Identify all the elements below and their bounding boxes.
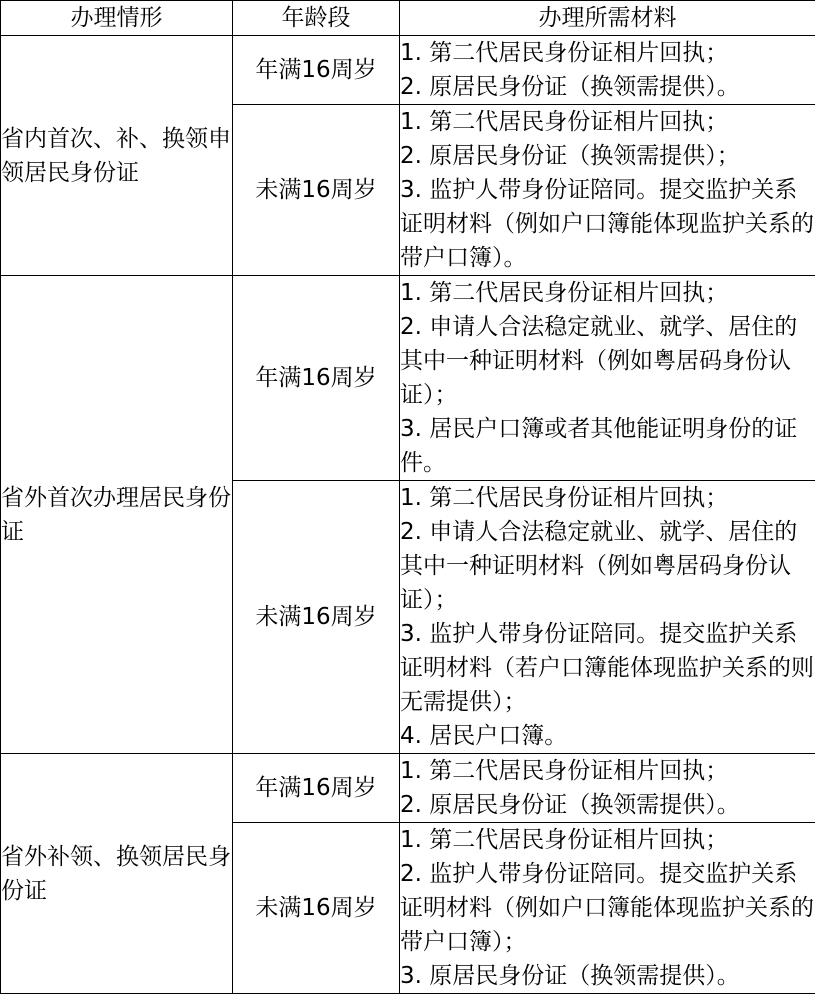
material-item: 2. 监护人带身份证陪同。提交监护关系证明材料（例如户口簿能体现监护关系的带户口簿）；: [400, 861, 814, 955]
age-cell: 未满16周岁: [233, 823, 400, 994]
material-item: 1. 第二代居民身份证相片回执；: [400, 827, 729, 853]
header-age: 年龄段: [233, 1, 400, 36]
age-cell: 年满16周岁: [233, 36, 400, 105]
materials-cell: [400, 276, 815, 481]
material-item: 2. 申请人合法稳定就业、就学、居住的其中一种证明材料（例如粤居码身份认证）；: [400, 314, 798, 408]
material-item: 1. 第二代居民身份证相片回执；: [400, 280, 729, 306]
material-item: 2. 原居民身份证（换领需提供）；: [400, 143, 740, 169]
situation-cell: 省内首次、补、换领申领居民身份证: [1, 36, 233, 276]
table-row: [1, 754, 815, 823]
materials-cell: [400, 754, 815, 823]
material-item: 2. 申请人合法稳定就业、就学、居住的其中一种证明材料（例如粤居码身份认证）；: [400, 519, 798, 613]
header-situation: 办理情形: [1, 1, 233, 36]
material-item: 1. 第二代居民身份证相片回执；: [400, 485, 729, 511]
material-item: 3. 监护人带身份证陪同。提交监护关系证明材料（例如户口簿能体现监护关系的带户口簿）。: [400, 177, 814, 271]
material-item: 1. 第二代居民身份证相片回执；: [400, 109, 729, 135]
materials-cell: [400, 481, 815, 754]
situation-cell: 省外补领、换领居民身份证: [1, 754, 233, 994]
header-materials: 办理所需材料: [400, 1, 815, 36]
material-item: 3. 原居民身份证（换领需提供）。: [400, 963, 740, 989]
materials-cell: [400, 823, 815, 994]
table-row: [1, 36, 815, 105]
material-item: 3. 居民户口簿或者其他能证明身份的证件。: [400, 416, 798, 476]
situation-cell: 省外首次办理居民身份证: [1, 276, 233, 754]
age-cell: 未满16周岁: [233, 481, 400, 754]
material-item: 4. 居民户口簿。: [400, 723, 568, 749]
materials-cell: [400, 105, 815, 276]
material-item: 3. 监护人带身份证陪同。提交监护关系证明材料（若户口簿能体现监护关系的则无需提供）；: [400, 621, 814, 715]
age-cell: 未满16周岁: [233, 105, 400, 276]
age-cell: 年满16周岁: [233, 754, 400, 823]
table-row: [1, 276, 815, 481]
material-item: 1. 第二代居民身份证相片回执；: [400, 758, 729, 784]
material-item: 2. 原居民身份证（换领需提供）。: [400, 74, 740, 100]
age-cell: 年满16周岁: [233, 276, 400, 481]
material-item: 1. 第二代居民身份证相片回执；: [400, 40, 729, 66]
materials-cell: [400, 36, 815, 105]
material-item: 2. 原居民身份证（换领需提供）。: [400, 792, 740, 818]
header-row: [1, 1, 815, 36]
